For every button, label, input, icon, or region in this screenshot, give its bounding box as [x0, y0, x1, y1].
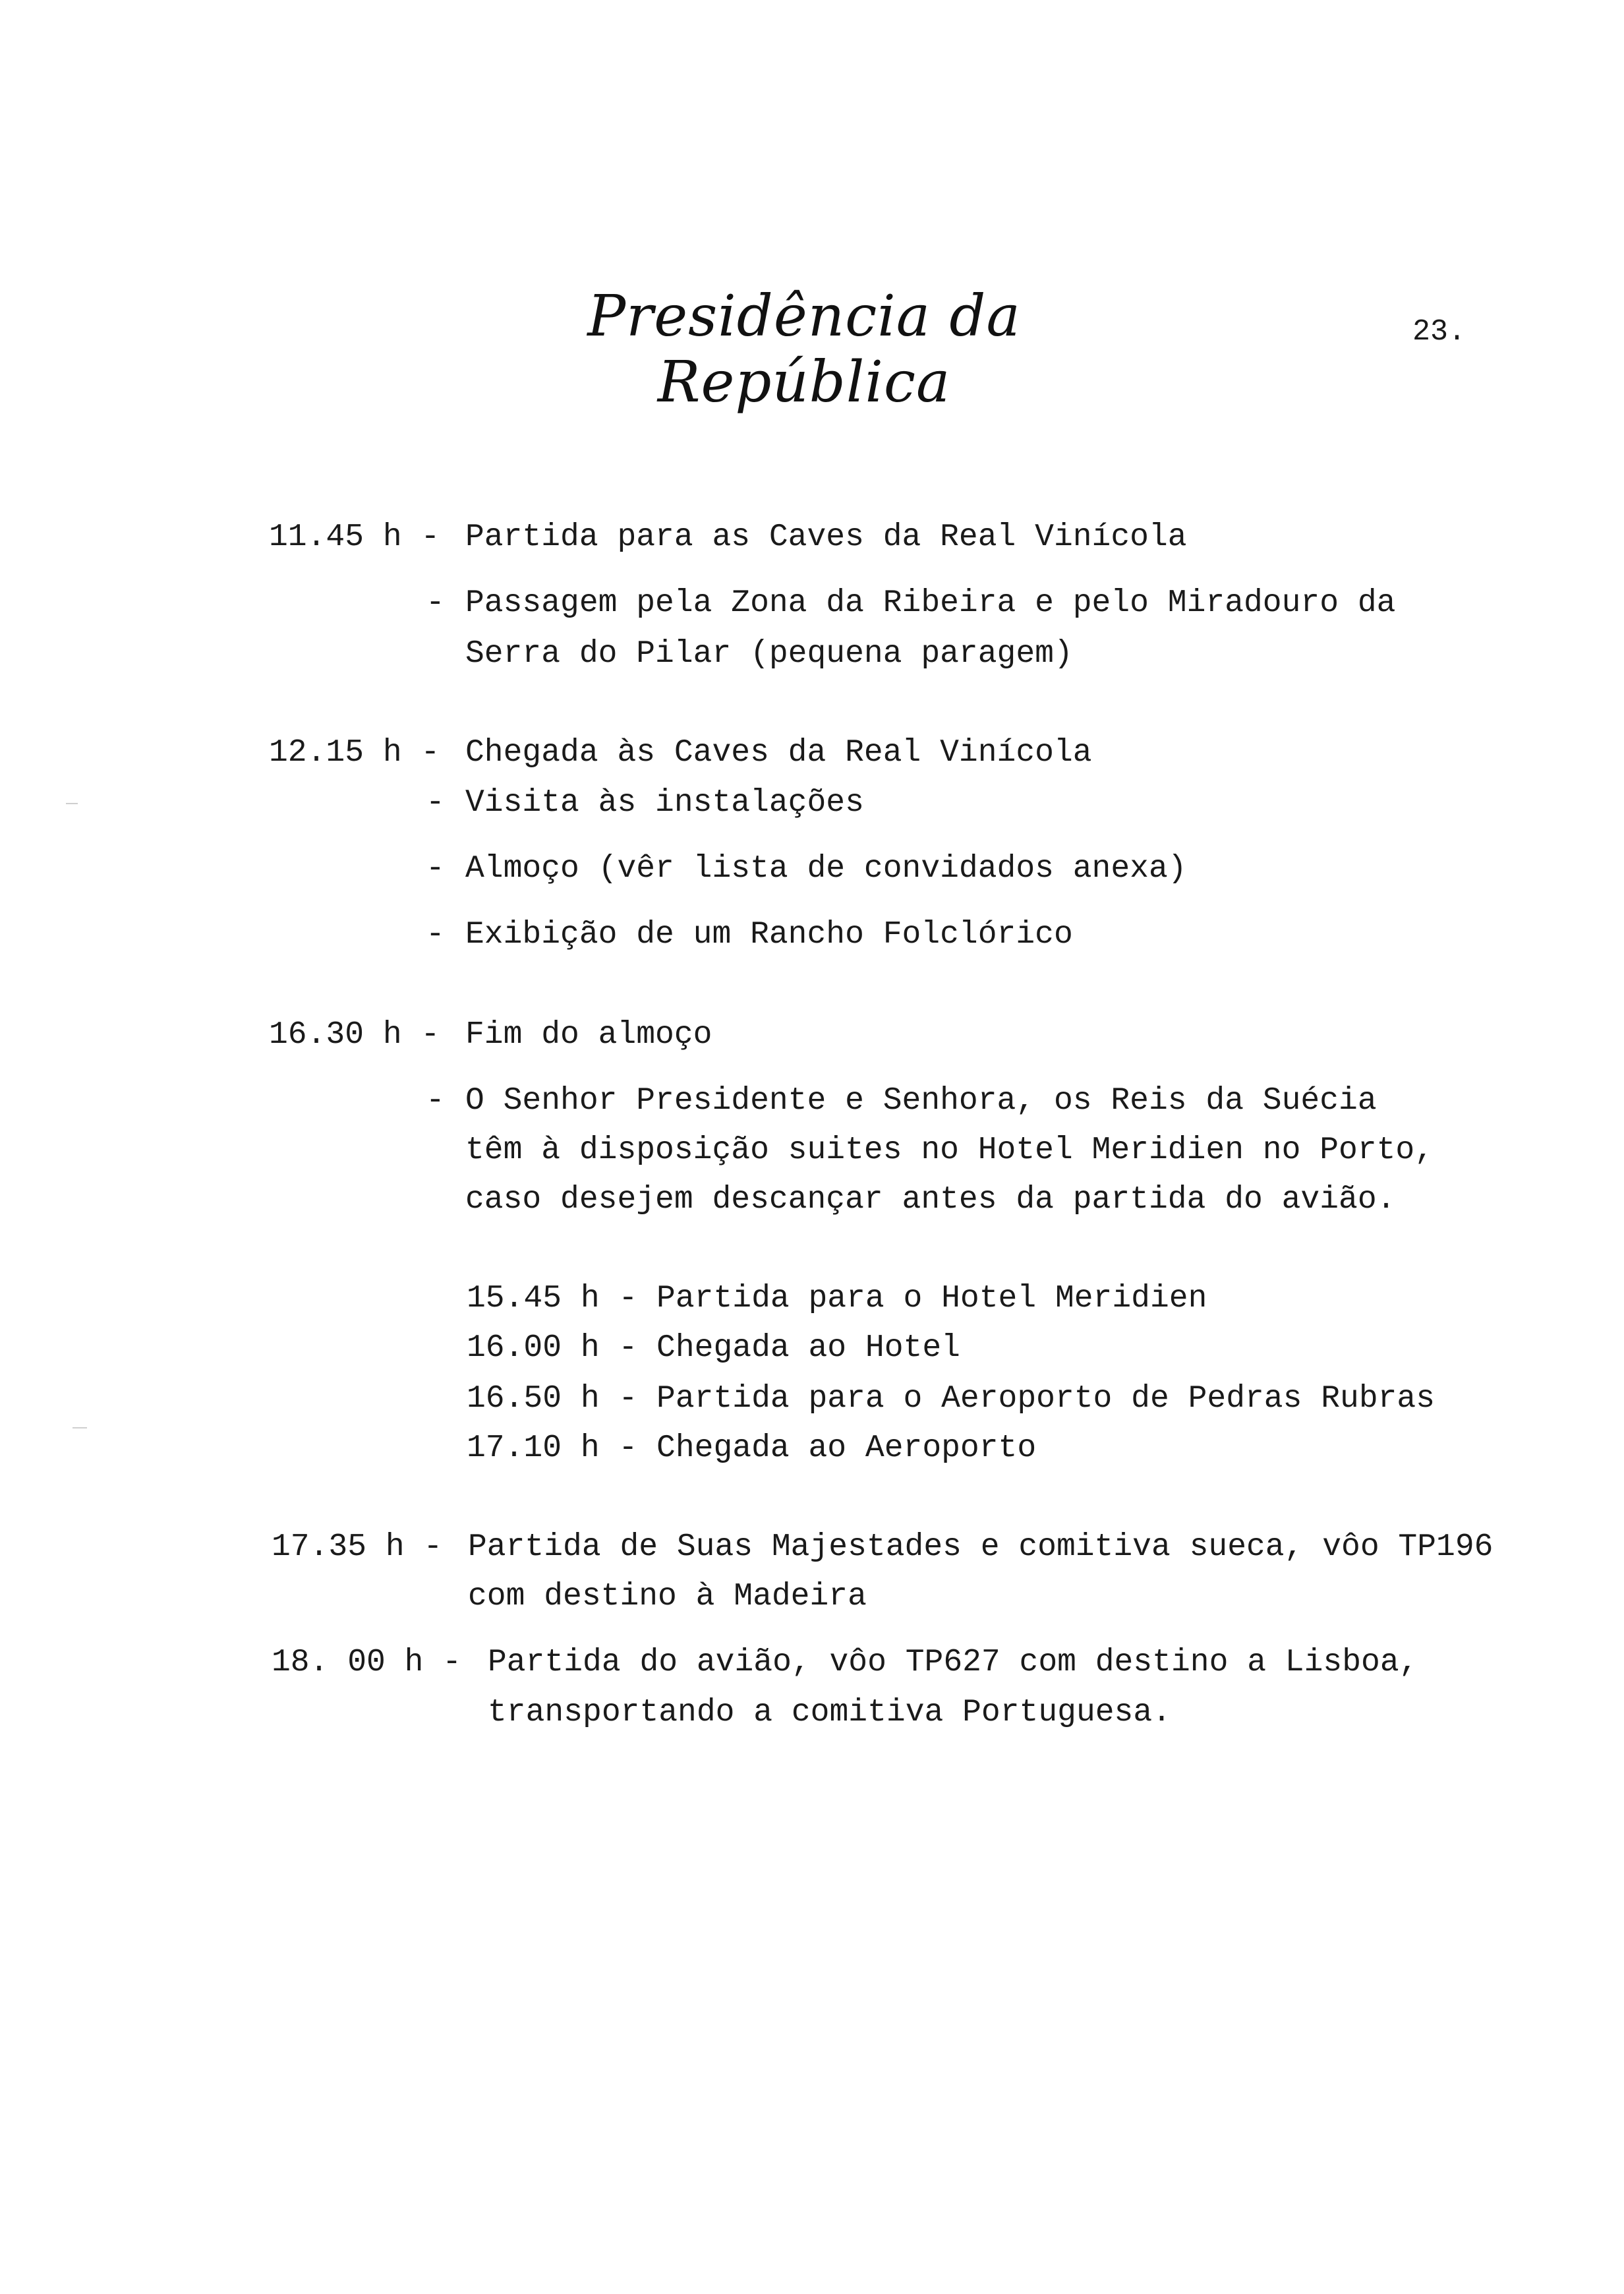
- scan-mark: [66, 803, 78, 804]
- schedule-entry: Fim do almoço: [465, 1017, 712, 1053]
- schedule-entry: Visita às instalações: [465, 785, 864, 821]
- schedule-entry-continuation: caso desejem descançar antes da partida do avião.: [465, 1182, 1396, 1218]
- schedule-entry-continuation: com destino à Madeira: [468, 1579, 867, 1614]
- bullet-dash: -: [426, 585, 445, 621]
- scan-mark: [72, 1427, 87, 1428]
- schedule-entry-continuation: têm à disposição suites no Hotel Meridien no Porto,: [465, 1132, 1434, 1168]
- sub-schedule-entry: 17.10 h - Chegada ao Aeroporto: [467, 1430, 1037, 1466]
- schedule-entry-continuation: Serra do Pilar (pequena paragem): [465, 636, 1073, 672]
- bullet-dash: -: [426, 917, 445, 953]
- page-number: 23.: [1412, 315, 1466, 349]
- schedule-entry: O Senhor Presidente e Senhora, os Reis da Suécia: [465, 1083, 1377, 1119]
- schedule-entry-continuation: transportando a comitiva Portuguesa.: [488, 1695, 1171, 1730]
- letterhead-script: Presidência da República: [587, 283, 1021, 415]
- schedule-time: 18. 00 h -: [272, 1645, 462, 1680]
- sub-schedule-entry: 15.45 h - Partida para o Hotel Meridien: [467, 1281, 1207, 1316]
- schedule-entry: Partida para as Caves da Real Vinícola: [465, 519, 1187, 555]
- schedule-time: 17.35 h -: [272, 1529, 443, 1565]
- schedule-entry: Partida de Suas Majestades e comitiva sueca, vôo TP196: [468, 1529, 1494, 1565]
- schedule-entry: Partida do avião, vôo TP627 com destino a Lisboa,: [488, 1645, 1418, 1680]
- schedule-entry: Exibição de um Rancho Folclórico: [465, 917, 1073, 953]
- schedule-entry: Chegada às Caves da Real Vinícola: [465, 735, 1092, 771]
- sub-schedule-entry: 16.50 h - Partida para o Aeroporto de Pedras Rubras: [467, 1381, 1436, 1417]
- schedule-time: 11.45 h -: [269, 519, 440, 555]
- schedule-entry: Passagem pela Zona da Ribeira e pelo Miradouro da: [465, 585, 1396, 621]
- sub-schedule-entry: 16.00 h - Chegada ao Hotel: [467, 1330, 960, 1366]
- bullet-dash: -: [426, 1083, 445, 1119]
- schedule-time: 12.15 h -: [269, 735, 440, 771]
- bullet-dash: -: [426, 851, 445, 887]
- schedule-time: 16.30 h -: [269, 1017, 440, 1053]
- bullet-dash: -: [426, 785, 445, 821]
- schedule-entry: Almoço (vêr lista de convidados anexa): [465, 851, 1187, 887]
